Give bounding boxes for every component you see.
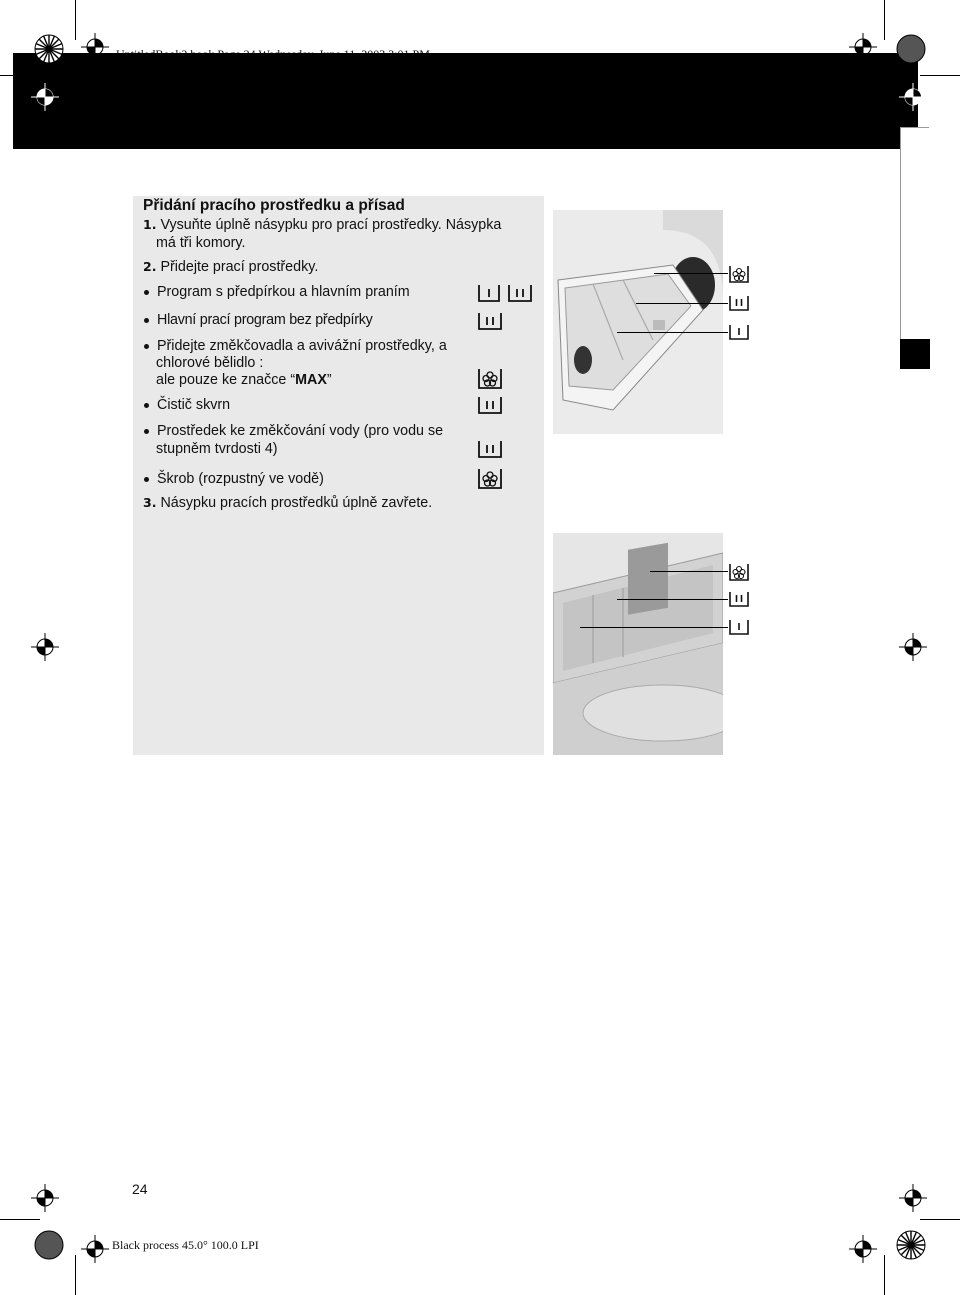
registration-mark-icon [81,1235,109,1268]
header-bar [13,53,918,149]
registration-mark-icon [899,633,927,666]
compartment-II-icon [477,396,503,415]
dispenser-photo-drawer [553,533,723,755]
bullet-starch: Škrob (rozpustný ve vodě) [143,470,324,488]
max-mark: MAX [295,372,327,388]
compartment-II-icon [728,295,750,317]
page-number: 24 [132,1181,148,1197]
section-title: Přidání pracího prostředku a přísad [143,197,405,214]
flower-compartment-icon [477,368,503,390]
bullet-softener-line-3: ale pouze ke značce “MAX” [156,372,332,388]
gray-target-icon [896,34,926,69]
bullet-water-softener: Prostředek ke změkčování vody (pro vodu se [143,422,443,440]
bullet-softener: Přidejte změkčovadla a avivážní prostředky, a [143,337,447,355]
registration-mark-icon [31,1184,59,1217]
registration-mark-icon [899,1184,927,1217]
crop-mark [0,1219,40,1220]
leader-line [580,627,728,628]
gray-target-icon [34,1230,64,1265]
crop-mark [884,1255,885,1295]
dispenser-photo-open [553,210,723,434]
leader-line [636,303,728,304]
star-target-icon [34,34,64,69]
side-tab-marker [900,339,930,369]
flower-compartment-icon [728,265,750,289]
flower-compartment-icon [477,468,503,490]
registration-mark-icon [81,33,109,66]
leader-line [617,332,728,333]
crop-mark [920,75,960,76]
crop-mark [75,0,76,40]
bullet-softener-line-2: chlorové bělidlo : [156,355,264,371]
compartment-II-icon [507,284,533,303]
flower-compartment-icon [728,563,750,587]
step-2: 2. Přidejte prací prostředky. [143,259,319,275]
crop-mark [75,1255,76,1295]
step-3: 3. Násypku pracích prostředků úplně zavřete. [143,495,433,511]
registration-mark-icon [849,1235,877,1268]
step-1: 1. Vysuňte úplně násypku pro prací prostředky. Násypka [143,217,502,233]
leader-line [617,599,728,600]
star-target-icon [896,1230,926,1265]
footer-slug: Black process 45.0° 100.0 LPI [112,1238,259,1252]
registration-mark-icon [31,633,59,666]
leader-line [654,273,728,274]
compartment-I-icon [728,324,750,346]
compartment-I-icon [477,284,501,303]
registration-mark-icon [899,83,927,116]
compartment-I-icon [728,619,750,641]
bullet-prewash: Program s předpírkou a hlavním praním [143,283,410,301]
leader-line [650,571,728,572]
compartment-II-icon [477,312,503,331]
crop-mark [0,75,40,76]
side-tab [900,127,929,341]
registration-mark-icon [849,33,877,66]
crop-mark [884,0,885,40]
bullet-main-wash: Hlavní prací program bez předpírky [143,311,373,329]
compartment-II-icon [728,591,750,613]
step-1-line-2: má tři komory. [156,235,246,251]
crop-mark [920,1219,960,1220]
bullet-water-softener-line-2: stupněm tvrdosti 4) [156,441,278,457]
bullet-stain-remover: Čistič skvrn [143,396,230,414]
registration-mark-icon [31,83,59,116]
compartment-II-icon [477,440,503,459]
